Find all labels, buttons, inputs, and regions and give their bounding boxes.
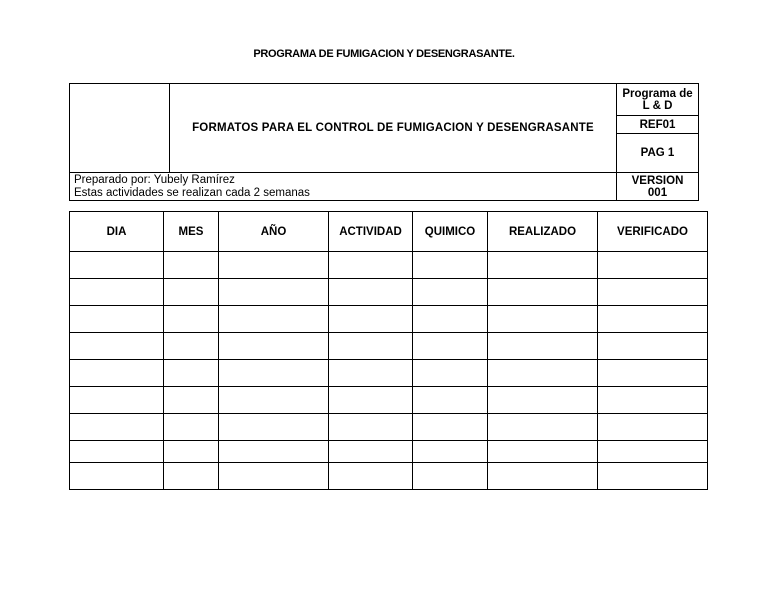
cell-quimico[interactable] — [413, 463, 488, 490]
cell-mes[interactable] — [164, 387, 219, 414]
table-row — [70, 441, 708, 463]
cell-anio[interactable] — [219, 414, 329, 441]
cell-realizado[interactable] — [488, 333, 598, 360]
cell-realizado[interactable] — [488, 387, 598, 414]
cell-mes[interactable] — [164, 279, 219, 306]
page-cell: PAG 1 — [617, 134, 699, 173]
table-row — [70, 414, 708, 441]
frequency-note: Estas actividades se realizan cada 2 semanas — [74, 186, 310, 199]
cell-actividad[interactable] — [329, 252, 413, 279]
version-cell — [617, 173, 699, 201]
cell-actividad[interactable] — [329, 387, 413, 414]
cell-verificado[interactable] — [598, 252, 708, 279]
cell-anio[interactable] — [219, 306, 329, 333]
cell-realizado[interactable] — [488, 279, 598, 306]
cell-dia[interactable] — [70, 360, 164, 387]
cell-dia[interactable] — [70, 252, 164, 279]
cell-verificado[interactable] — [598, 279, 708, 306]
cell-realizado[interactable] — [488, 252, 598, 279]
cell-actividad[interactable] — [329, 279, 413, 306]
cell-verificado[interactable] — [598, 360, 708, 387]
logo-placeholder — [70, 84, 170, 173]
cell-anio[interactable] — [219, 441, 329, 463]
column-header-quimico: QUIMICO — [413, 212, 488, 252]
header-block — [69, 83, 699, 201]
cell-actividad[interactable] — [329, 333, 413, 360]
table-row — [70, 360, 708, 387]
cell-verificado[interactable] — [598, 333, 708, 360]
control-table — [69, 211, 708, 490]
cell-quimico[interactable] — [413, 333, 488, 360]
cell-anio[interactable] — [219, 360, 329, 387]
table-row — [70, 333, 708, 360]
ref-cell: REF01 — [617, 116, 699, 134]
cell-realizado[interactable] — [488, 441, 598, 463]
cell-quimico[interactable] — [413, 360, 488, 387]
cell-dia[interactable] — [70, 333, 164, 360]
cell-dia[interactable] — [70, 441, 164, 463]
cell-anio[interactable] — [219, 463, 329, 490]
cell-actividad[interactable] — [329, 441, 413, 463]
cell-mes[interactable] — [164, 414, 219, 441]
cell-realizado[interactable] — [488, 306, 598, 333]
cell-quimico[interactable] — [413, 279, 488, 306]
cell-anio[interactable] — [219, 333, 329, 360]
cell-mes[interactable] — [164, 306, 219, 333]
cell-dia[interactable] — [70, 387, 164, 414]
cell-realizado[interactable] — [488, 360, 598, 387]
cell-mes[interactable] — [164, 441, 219, 463]
cell-dia[interactable] — [70, 279, 164, 306]
program-label: Programa de — [622, 87, 693, 100]
cell-anio[interactable] — [219, 252, 329, 279]
preparation-cell — [70, 173, 617, 201]
cell-anio[interactable] — [219, 279, 329, 306]
cell-verificado[interactable] — [598, 441, 708, 463]
prepared-by: Preparado por: Yubely Ramírez — [74, 174, 235, 186]
cell-quimico[interactable] — [413, 441, 488, 463]
cell-quimico[interactable] — [413, 387, 488, 414]
cell-anio[interactable] — [219, 387, 329, 414]
cell-dia[interactable] — [70, 463, 164, 490]
table-row — [70, 252, 708, 279]
document-title: PROGRAMA DE FUMIGACION Y DESENGRASANTE. — [253, 48, 515, 60]
cell-actividad[interactable] — [329, 360, 413, 387]
cell-realizado[interactable] — [488, 463, 598, 490]
version-number: 001 — [647, 186, 668, 199]
program-code: L & D — [642, 99, 673, 112]
column-header-anio: AÑO — [219, 212, 329, 252]
column-header-realizado: REALIZADO — [488, 212, 598, 252]
table-row — [70, 387, 708, 414]
form-title: FORMATOS PARA EL CONTROL DE FUMIGACION Y DESENGRASANTE — [170, 84, 617, 173]
column-header-dia: DIA — [70, 212, 164, 252]
cell-actividad[interactable] — [329, 306, 413, 333]
cell-realizado[interactable] — [488, 414, 598, 441]
cell-actividad[interactable] — [329, 414, 413, 441]
cell-dia[interactable] — [70, 414, 164, 441]
cell-mes[interactable] — [164, 360, 219, 387]
cell-verificado[interactable] — [598, 414, 708, 441]
cell-dia[interactable] — [70, 306, 164, 333]
cell-quimico[interactable] — [413, 252, 488, 279]
column-header-verificado: VERIFICADO — [598, 212, 708, 252]
cell-verificado[interactable] — [598, 306, 708, 333]
cell-quimico[interactable] — [413, 306, 488, 333]
cell-mes[interactable] — [164, 463, 219, 490]
cell-verificado[interactable] — [598, 387, 708, 414]
cell-mes[interactable] — [164, 333, 219, 360]
column-header-mes: MES — [164, 212, 219, 252]
column-header-actividad: ACTIVIDAD — [329, 212, 413, 252]
table-header-row — [70, 212, 708, 252]
cell-actividad[interactable] — [329, 463, 413, 490]
table-row — [70, 306, 708, 333]
version-label: VERSION — [631, 174, 684, 187]
table-row — [70, 463, 708, 490]
table-row — [70, 279, 708, 306]
program-cell — [617, 84, 699, 116]
cell-quimico[interactable] — [413, 414, 488, 441]
cell-mes[interactable] — [164, 252, 219, 279]
cell-verificado[interactable] — [598, 463, 708, 490]
